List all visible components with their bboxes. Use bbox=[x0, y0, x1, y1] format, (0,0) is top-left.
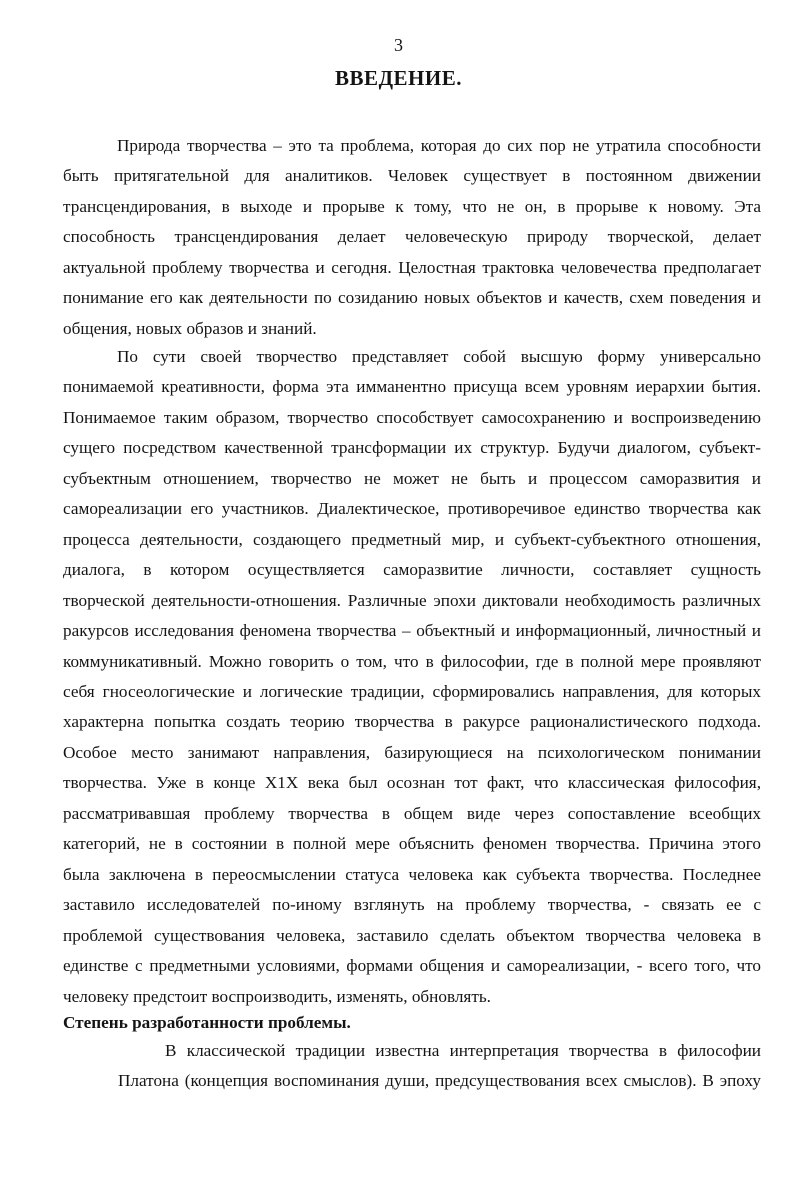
text-line: самореализации его участников. Диалектическое, противоречивое единство творчества как bbox=[63, 499, 761, 519]
text-line: коммуникативный. Можно говорить о том, что в философии, где в полной мере проявляют bbox=[63, 651, 761, 671]
text-line: диалога, в котором осуществляется саморазвитие личности, составляет сущность bbox=[63, 560, 761, 580]
text-line: Платона (концепция воспоминания души, предсуществования всех смыслов). В эпоху bbox=[118, 1071, 761, 1091]
text-line: трансцендирования, в выходе и прорыве к тому, что не он, в прорыве к новому. Эта bbox=[63, 196, 761, 216]
text-line: человеку предстоит воспроизводить, изменять, обновлять. bbox=[63, 986, 491, 1006]
page-title: ВВЕДЕНИЕ. bbox=[335, 66, 462, 90]
text-line: В классической традиции известна интерпретация творчества в философии bbox=[165, 1041, 761, 1060]
paragraph-development bbox=[63, 1036, 761, 1097]
text-line: Понимаемое таким образом, творчество способствует самосохранению и воспроизведению bbox=[63, 407, 761, 427]
text-line: актуальной проблему творчества и сегодня. Целостная трактовка человечества предполагает bbox=[63, 257, 761, 277]
text-line: понимание его как деятельности по созиданию новых объектов и качеств, схем поведения и bbox=[63, 288, 761, 308]
text-line: быть притягательной для аналитиков. Человек существует в постоянном движении bbox=[63, 166, 761, 186]
text-line: творчества. Уже в конце Х1Х века был осознан тот факт, что классическая философия, bbox=[63, 773, 761, 793]
text-line: себя гносеологические и логические традиции, сформировались направления, для которых bbox=[63, 681, 761, 701]
text-line: сущего посредством качественной трансформации их структур. Будучи диалогом, субъект- bbox=[63, 438, 761, 458]
paragraph-creativity bbox=[63, 342, 761, 1012]
text-line: категорий, не в состоянии в полной мере объяснить феномен творчества. Причина этого bbox=[63, 834, 761, 854]
text-line: общения, новых образов и знаний. bbox=[63, 318, 317, 338]
text-line: понимаемой креативности, форма эта имманентно присуща всем уровням иерархии бытия. bbox=[63, 377, 761, 397]
paragraph-intro bbox=[63, 131, 761, 344]
text-line: рассматривавшая проблему творчества в общем виде через сопоставление всеобщих bbox=[63, 803, 761, 823]
text-line: процесса деятельности, создающего предметный мир, и субъект-субъектного отношения, bbox=[63, 529, 761, 549]
text-line: проблемой существования человека, заставило сделать объектом творчества человека в bbox=[63, 925, 761, 945]
text-line: характерна попытка создать теорию творчества в ракурсе рационалистического подхода. bbox=[63, 712, 761, 732]
text-line: Природа творчества – это та проблема, которая до сих пор не утратила способности bbox=[117, 136, 761, 155]
text-line: единстве с предметными условиями, формами общения и самореализации, - всего того, что bbox=[63, 956, 761, 976]
text-line: По сути своей творчество представляет собой высшую форму универсально bbox=[117, 347, 761, 366]
text-line: заставило исследователей по-иному взглянуть на проблему творчества, - связать ее с bbox=[63, 895, 761, 915]
text-line: субъектным отношением, творчество не может не быть и процессом саморазвития и bbox=[63, 468, 761, 488]
section-heading: Степень разработанности проблемы. bbox=[63, 1013, 351, 1032]
text-line: была заключена в переосмыслении статуса человека как субъекта творчества. Последнее bbox=[63, 864, 761, 884]
text-line: способность трансцендирования делает человеческую природу творческой, делает bbox=[63, 227, 761, 247]
text-line: творческой деятельности-отношения. Различные эпохи диктовали необходимость различных bbox=[63, 590, 761, 610]
text-line: Особое место занимают направления, базирующиеся на психологическом понимании bbox=[63, 742, 761, 762]
text-line: ракурсов исследования феномена творчества – объектный и информационный, личностный и bbox=[63, 621, 761, 641]
page-number: 3 bbox=[394, 35, 403, 55]
